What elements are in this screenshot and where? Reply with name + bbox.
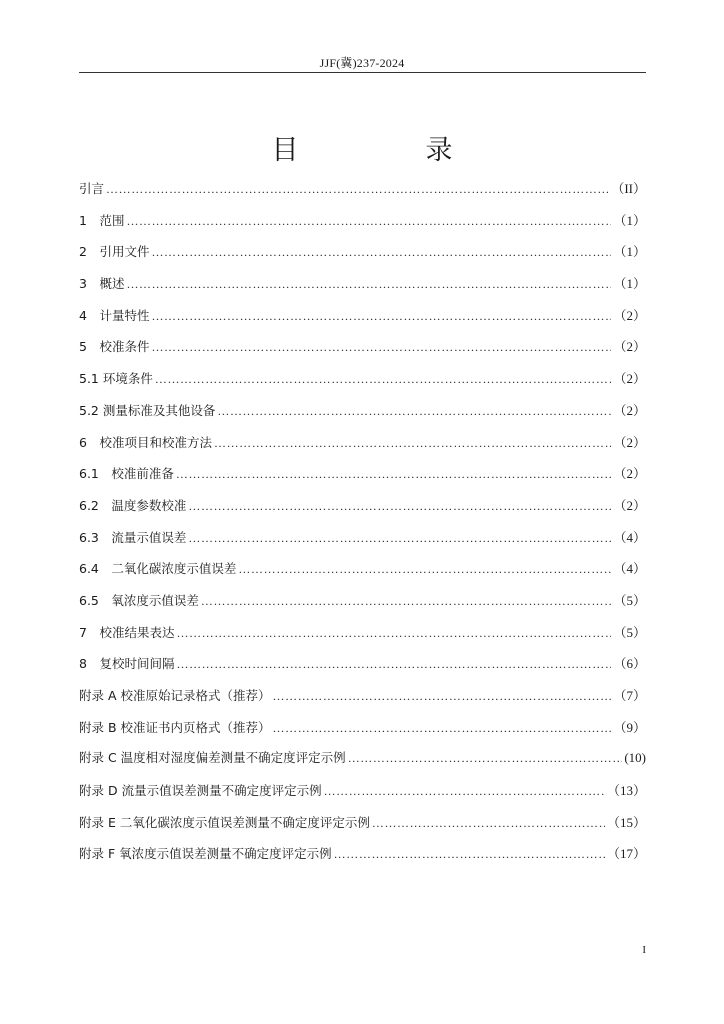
toc-dot-leader	[334, 847, 605, 862]
toc-dot-leader	[273, 721, 612, 736]
toc-entry[interactable]	[79, 812, 646, 844]
toc-dot-leader	[126, 277, 611, 292]
toc-entry-label: 2 引用文件	[79, 244, 150, 260]
toc-dot-leader	[106, 182, 609, 197]
toc-entry-label: 6.1 校准前准备	[79, 466, 174, 482]
toc-entry-page: （5）	[613, 624, 646, 640]
toc-entry-label: 6.5 氧浓度示值误差	[79, 592, 199, 608]
toc-entry-label: 附录 E 二氧化碳浓度示值误差测量不确定度评定示例	[79, 814, 370, 830]
toc-entry-page: （4）	[613, 561, 646, 577]
toc-entry-page: （II）	[611, 181, 646, 196]
toc-entry-page: （2）	[613, 371, 646, 387]
toc-dot-leader	[273, 689, 612, 704]
toc-entry-label: 3 概述	[79, 276, 125, 292]
toc-dot-leader	[372, 816, 605, 831]
toc-entry-page: （2）	[613, 307, 646, 323]
toc-entry-page: （13）	[606, 783, 646, 799]
toc-entry[interactable]	[79, 780, 646, 812]
toc-entry-page: (10)	[624, 750, 646, 766]
toc-entry[interactable]	[79, 432, 646, 464]
toc-entry-page: （2）	[613, 402, 646, 418]
toc-entry-label: 附录 A 校准原始记录格式（推荐）	[79, 688, 271, 703]
toc-entry-page: （4）	[613, 529, 646, 545]
toc-entry[interactable]	[79, 305, 646, 337]
toc-entry[interactable]	[79, 336, 646, 368]
toc-entry[interactable]	[79, 241, 646, 273]
toc-entry[interactable]	[79, 495, 646, 527]
toc-entry[interactable]	[79, 685, 646, 717]
toc-entry[interactable]	[79, 653, 646, 685]
toc-dot-leader	[151, 309, 611, 324]
toc-entry[interactable]	[79, 558, 646, 590]
toc-dot-leader	[155, 372, 612, 387]
toc-entry[interactable]	[79, 273, 646, 305]
toc-dot-leader	[176, 467, 612, 482]
page-title: 目 录	[271, 135, 503, 166]
toc-entry-page: （2）	[613, 497, 646, 513]
toc-entry-label: 5 校准条件	[79, 339, 150, 355]
toc-entry[interactable]	[79, 590, 646, 622]
toc-dot-leader	[176, 626, 611, 641]
toc-dot-leader	[188, 531, 611, 546]
toc-entry-page: （1）	[613, 212, 646, 228]
toc-entry-page: （5）	[613, 592, 646, 608]
toc-entry-page: （1）	[613, 244, 646, 260]
toc-entry-label: 附录 B 校准证书内页格式（推荐）	[79, 719, 271, 735]
toc-entry[interactable]	[79, 463, 646, 495]
page-number: I	[642, 944, 646, 956]
toc-entry-page: （7）	[613, 688, 646, 703]
toc-entry-label: 8 复校时间间隔	[79, 656, 175, 672]
toc-entry-label: 引言	[79, 181, 105, 196]
toc-dot-leader	[238, 562, 611, 577]
toc-dot-leader	[348, 751, 623, 766]
table-of-contents	[79, 178, 646, 875]
toc-dot-leader	[188, 499, 611, 514]
toc-entry-page: （1）	[613, 276, 646, 292]
toc-dot-leader	[151, 340, 611, 355]
toc-entry-page: （2）	[613, 434, 646, 450]
toc-entry[interactable]	[79, 843, 646, 875]
toc-entry-label: 附录 D 流量示值误差测量不确定度评定示例	[79, 783, 322, 799]
toc-dot-leader	[176, 657, 611, 672]
toc-entry-page: （2）	[613, 466, 646, 482]
toc-entry-label: 5.2 测量标准及其他设备	[79, 402, 216, 418]
toc-entry-label: 附录 C 温度相对湿度偏差测量不确定度评定示例	[79, 750, 346, 766]
toc-dot-leader	[324, 784, 605, 799]
header-divider	[79, 72, 646, 73]
toc-dot-leader	[217, 404, 611, 419]
toc-dot-leader	[151, 245, 611, 260]
toc-entry-label: 5.1 环境条件	[79, 371, 153, 387]
toc-entry-label: 7 校准结果表达	[79, 624, 175, 640]
toc-entry[interactable]	[79, 210, 646, 242]
toc-entry-label: 附录 F 氧浓度示值误差测量不确定度评定示例	[79, 846, 332, 862]
toc-dot-leader	[126, 214, 611, 229]
toc-entry-label: 6 校准项目和校准方法	[79, 434, 212, 450]
document-code-header: JJF(冀)237-2024	[319, 56, 405, 70]
toc-entry-label: 1 范围	[79, 212, 125, 228]
toc-entry-page: （6）	[613, 656, 646, 672]
toc-entry-page: （17）	[606, 846, 646, 862]
toc-entry-label: 6.4 二氧化碳浓度示值误差	[79, 561, 237, 577]
toc-entry-label: 4 计量特性	[79, 307, 150, 323]
toc-entry-page: （9）	[613, 719, 646, 735]
toc-entry-label: 6.3 流量示值误差	[79, 529, 187, 545]
toc-entry[interactable]	[79, 368, 646, 400]
toc-dot-leader	[201, 594, 612, 609]
toc-entry-label: 6.2 温度参数校准	[79, 497, 187, 513]
toc-entry[interactable]	[79, 400, 646, 432]
toc-entry-page: （15）	[606, 814, 646, 830]
toc-entry-page: （2）	[613, 339, 646, 355]
toc-entry[interactable]	[79, 527, 646, 559]
toc-entry[interactable]	[79, 622, 646, 654]
toc-dot-leader	[214, 436, 612, 451]
toc-entry[interactable]	[79, 717, 646, 749]
toc-entry[interactable]	[79, 748, 646, 780]
toc-entry[interactable]	[79, 178, 646, 210]
